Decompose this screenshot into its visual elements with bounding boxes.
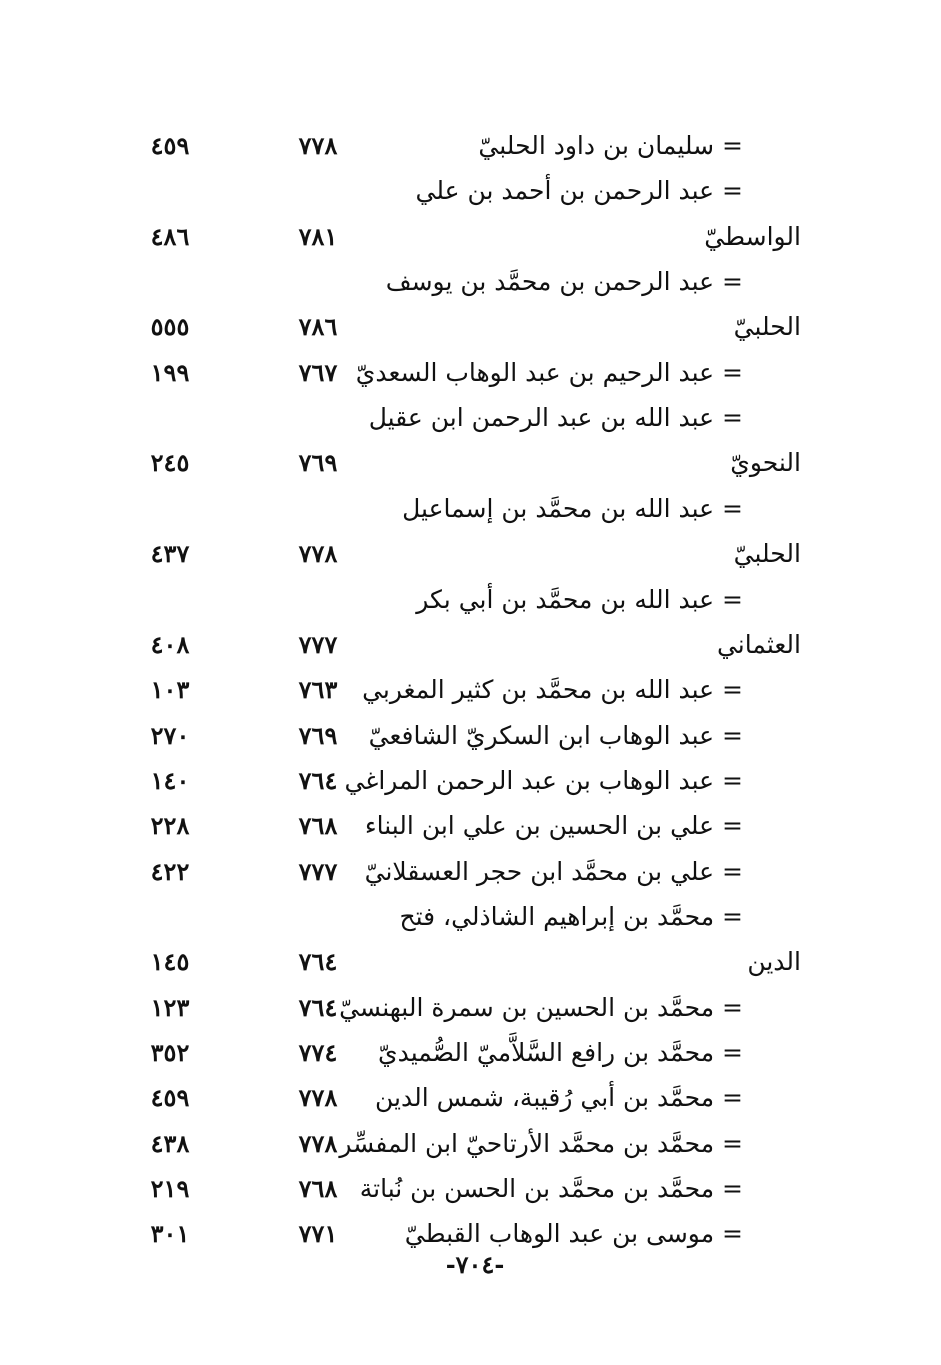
index-row: [0, 215, 941, 259]
entry-year: ٧٦٩: [298, 720, 338, 750]
entry-page: ٤٨٦: [150, 221, 190, 251]
entry-name: = عبد الله بن محمَّد بن أبي بكر: [416, 584, 743, 614]
entry-page: ٤٥٩: [150, 1083, 190, 1113]
entry-year: ٧٦٤: [298, 947, 338, 977]
entry-year: ٧٧٨: [298, 131, 338, 160]
entry-name-continuation: الحلبيّ: [733, 539, 801, 569]
entry-page: ١٢٣: [150, 992, 190, 1022]
entry-page: ٢٢٨: [150, 811, 190, 841]
entry-name: = محمَّد بن الحسين بن سمرة البهنسيّ: [339, 992, 743, 1022]
entry-page: ١٠٣: [150, 675, 190, 705]
entry-year: ٧٧٨: [298, 1128, 338, 1158]
index-row: [0, 940, 941, 984]
entry-name: = عبد الوهاب بن عبد الرحمن المراغي: [344, 765, 743, 795]
entry-name: = محمَّد بن محمَّد بن الحسن بن نُباتة: [359, 1174, 743, 1204]
index-row: [0, 260, 941, 304]
entry-name-continuation: الدين: [747, 947, 801, 977]
entry-name: = عبد الرحمن بن أحمد بن علي: [415, 176, 743, 206]
entry-page: ١٤٠: [150, 765, 190, 795]
index-row: [0, 759, 941, 803]
index-row: [0, 895, 941, 939]
entry-page: ١٩٩: [150, 357, 190, 387]
entry-name: = موسى بن عبد الوهاب القبطيّ: [404, 1219, 743, 1249]
entry-name: = علي بن الحسين بن علي ابن البناء: [364, 811, 743, 841]
index-row: [0, 487, 941, 531]
entry-page: ٢١٩: [150, 1174, 190, 1204]
entry-page: ٣٠١: [150, 1219, 190, 1249]
entry-name-continuation: العثماني: [716, 629, 801, 659]
entry-year: ٧٨١: [298, 221, 338, 251]
entry-year: ٧٦٩: [298, 448, 338, 478]
entry-page: ٢٤٥: [150, 448, 190, 478]
index-row: [0, 578, 941, 622]
index-row: [0, 850, 941, 894]
entry-year: ٧٧٨: [298, 539, 338, 569]
entry-page: ٤٣٧: [150, 539, 190, 569]
entry-name: = عبد الوهاب ابن السكريّ الشافعيّ: [368, 720, 743, 750]
entry-page: ٤٠٨: [150, 629, 190, 659]
index-row: [0, 1031, 941, 1075]
entry-name: = علي بن محمَّد ابن حجر العسقلانيّ: [364, 856, 743, 886]
entry-year: ٧٦٤: [298, 992, 338, 1022]
index-row: [0, 124, 941, 168]
entry-name: = سليمان بن داود الحلبيّ: [478, 131, 743, 160]
entry-name: = محمَّد بن رافع السَّلاَّميّ الصُّميديّ: [378, 1038, 743, 1067]
index-row: [0, 1122, 941, 1166]
entry-year: ٧٧١: [298, 1219, 338, 1249]
entry-year: ٧٦٣: [298, 675, 338, 705]
index-row: [0, 714, 941, 758]
entry-name: = محمَّد بن إبراهيم الشاذلي، فتح: [399, 901, 743, 931]
entry-year: ٧٧٨: [298, 1083, 338, 1113]
entry-year: ٧٧٤: [298, 1038, 338, 1067]
entry-name-continuation: الحلبيّ: [733, 312, 801, 342]
entry-name-continuation: النحويّ: [730, 448, 801, 478]
index-row: [0, 305, 941, 349]
entry-year: ٧٨٦: [298, 312, 338, 342]
entry-name: = محمَّد بن أبي رُقيبة، شمس الدين: [375, 1083, 743, 1113]
entry-year: ٧٦٤: [298, 765, 338, 795]
entry-page: ٤٣٨: [150, 1128, 190, 1158]
entry-page: ٤٥٩: [150, 131, 190, 160]
index-row: [0, 351, 941, 395]
entry-name-continuation: الواسطيّ: [704, 221, 801, 251]
entry-page: ٤٢٢: [150, 856, 190, 886]
entry-year: ٧٦٧: [298, 357, 338, 387]
index-row: [0, 532, 941, 576]
entry-year: ٧٧٧: [298, 856, 338, 886]
entry-page: ٣٥٢: [150, 1038, 190, 1067]
index-row: [0, 1076, 941, 1120]
page-number: -٧٠٤-: [445, 1250, 505, 1279]
index-row: [0, 169, 941, 213]
index-row: [0, 986, 941, 1030]
entry-name: = عبد الرحيم بن عبد الوهاب السعديّ: [355, 357, 743, 387]
entry-page: ١٤٥: [150, 947, 190, 977]
entry-name: = عبد الله بن محمَّد بن كثير المغربي: [362, 675, 743, 705]
entry-name: = عبد الرحمن بن محمَّد بن يوسف: [385, 267, 743, 297]
index-row: [0, 441, 941, 485]
entry-name: = عبد الله بن عبد الرحمن ابن عقيل: [368, 403, 743, 433]
index-row: [0, 804, 941, 848]
index-row: [0, 1167, 941, 1211]
index-row: [0, 396, 941, 440]
entry-name: = عبد الله بن محمَّد بن إسماعيل: [402, 493, 743, 523]
entry-page: ٥٥٥: [150, 312, 190, 342]
index-row: [0, 623, 941, 667]
entry-name: = محمَّد بن محمَّد الأرتاحيّ ابن المفسِّر: [339, 1128, 743, 1158]
index-row: [0, 668, 941, 712]
entry-year: ٧٦٨: [298, 811, 338, 841]
entry-year: ٧٦٨: [298, 1174, 338, 1204]
entry-year: ٧٧٧: [298, 629, 338, 659]
entry-page: ٢٧٠: [150, 720, 190, 750]
